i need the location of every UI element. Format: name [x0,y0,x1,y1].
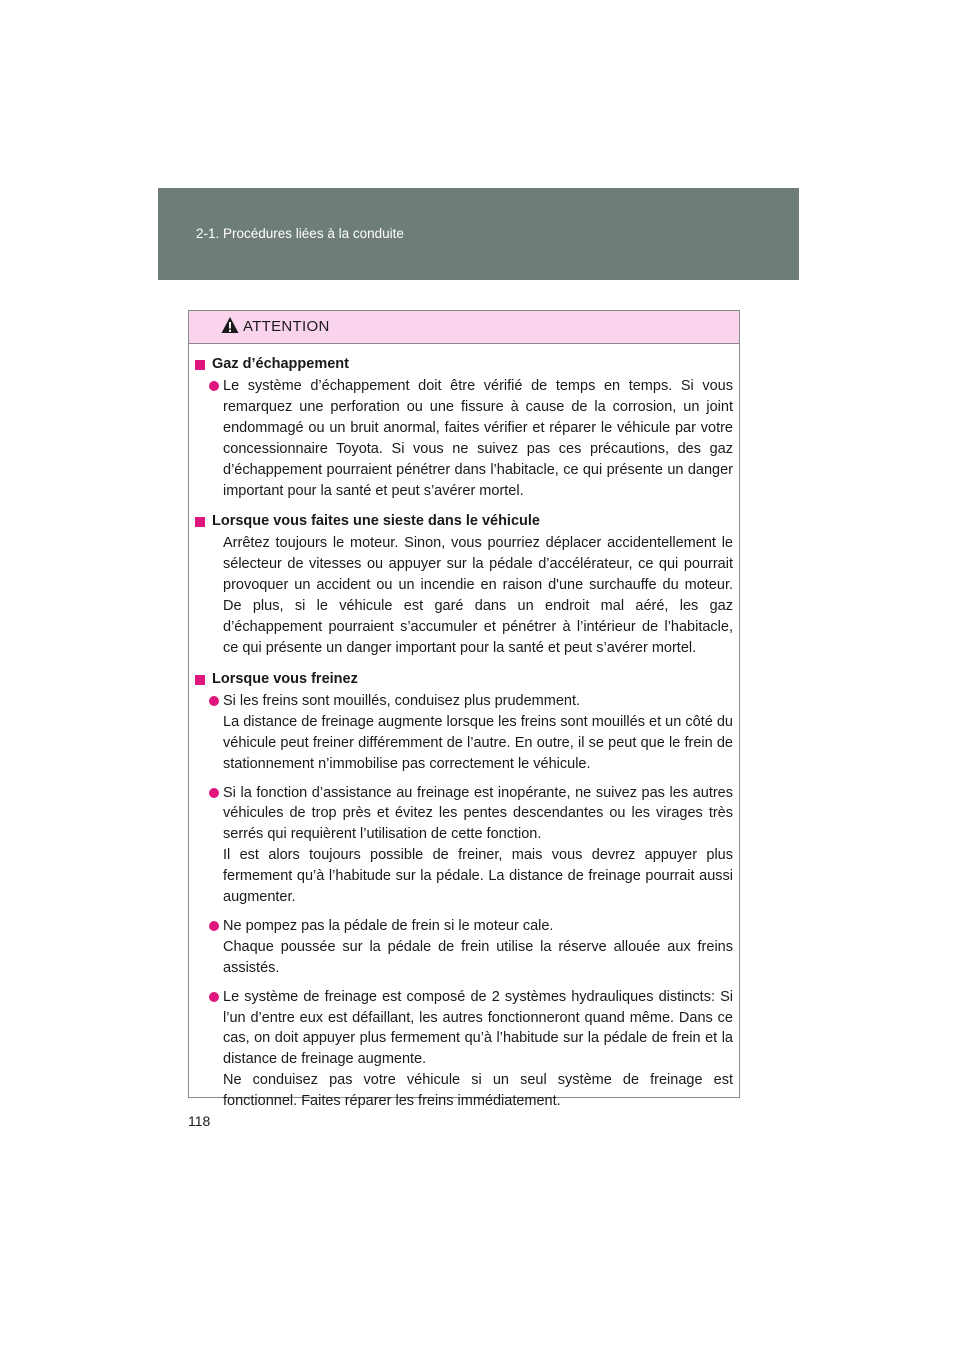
paragraph: Si les freins sont mouillés, conduisez plus prudemment. [223,692,581,709]
round-bullet-icon [209,381,219,391]
round-bullet-icon [209,788,219,798]
bullet-item [193,783,733,908]
warning-header [189,311,739,344]
warning-body [189,344,739,1112]
bullet-item [193,376,733,501]
paragraph: Ne conduisez pas votre véhicule si un seul système de freinage est fonctionnel. Faites réparer les freins immédiatement. [223,1072,733,1110]
paragraph: Il est alors toujours possible de freiner, mais vous devrez appuyer plus fermement qu’à l’habitude sur la pédale. La distance de freinage pourrait aussi augmenter. [223,847,733,906]
section-nap-in-vehicle [193,511,733,658]
paragraph: Si la fonction d’assistance au freinage est inopérante, ne suivez pas les autres véhicules de trop près et évitez les pentes descendantes ou les virages très serrés qui requièrent l’utilisation de cette fonction. [223,784,733,843]
square-bullet-icon [195,675,205,685]
paragraph: Le système d’échappement doit être vérifié de temps en temps. Si vous remarquez une perforation ou une fissure à cause de la corrosion, un joint endommagé ou un bruit anormal, faites vérifier et réparer le véhicule par votre concessionnaire Toyota. Si vous ne suivez pas ces précautions, des gaz d’échappement pourraient pénétrer dans l’habitacle, ce qui présente un danger important pour la santé et peut s’avérer mortel. [223,378,733,499]
section-title: Lorsque vous faites une sieste dans le véhicule [193,511,733,532]
paragraph: La distance de freinage augmente lorsque les freins sont mouillés et un côté du véhicule peut freiner différemment de l’autre. En outre, il se peut que le frein de stationnement n’immobilise pas correctement le véhicule. [223,713,733,772]
page-number: 118 [188,1113,211,1129]
warning-title: ATTENTION [243,318,330,335]
paragraph: Le système de freinage est composé de 2 systèmes hydrauliques distincts: Si l’un d’entre eux est défaillant, les autres fonctionneront quand même. Dans ce cas, on doit appuyer plus fermement qu’à l’habitude sur la pédale de frein et la distance de freinage augmente. [223,988,733,1068]
round-bullet-icon [209,992,219,1002]
bullet-item [193,916,733,979]
paragraph: Ne pompez pas la pédale de frein si le moteur cale. [223,917,554,934]
section-header-band [158,188,799,280]
section-braking [193,669,733,1112]
square-bullet-icon [195,517,205,527]
section-exhaust-gas [193,354,733,501]
round-bullet-icon [209,921,219,931]
square-bullet-icon [195,360,205,370]
round-bullet-icon [209,696,219,706]
warning-box [188,310,740,1110]
bullet-item [193,987,733,1112]
paragraph: Chaque poussée sur la pédale de frein utilise la réserve allouée aux freins assistés. [223,938,733,976]
bullet-item [193,691,733,775]
section-title: Gaz d’échappement [193,354,733,375]
section-header-title: 2-1. Procédures liées à la conduite [196,226,404,241]
warning-triangle-icon [221,316,239,334]
section-title: Lorsque vous freinez [193,669,733,690]
paragraph: Arrêtez toujours le moteur. Sinon, vous pourriez déplacer accidentellement le sélecteur de vitesses ou appuyer sur la pédale d’accélérateur, ce qui pourrait provoquer un accident ou un incendie en raison d'une surchauffe du moteur. De plus, si le véhicule est garé dans un endroit mal aéré, les gaz d’échappement pourraient s’accumuler et pénétrer à l’intérieur de l’habitacle, ce qui présente un danger important pour la santé et peut s’avérer mortel. [223,535,733,656]
